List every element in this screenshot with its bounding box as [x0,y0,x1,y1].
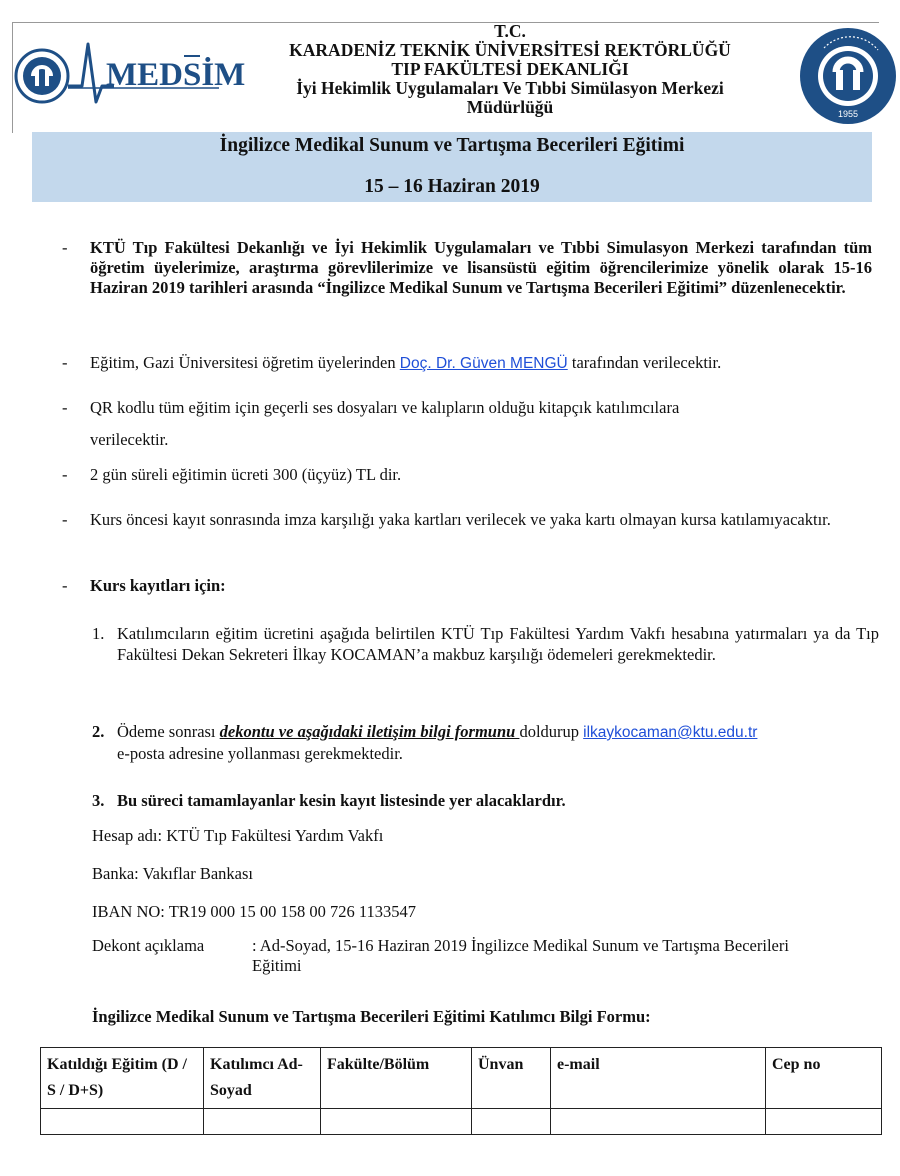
logo-text: MEDSİM [106,57,246,93]
bullet-dash: - [62,398,68,417]
column-header-faculty: Fakülte/Bölüm [321,1048,472,1109]
step-2-after: e-posta adresine yollanması gerekmektedir. [117,744,403,763]
svg-text:1955: 1955 [837,109,859,119]
bullet-dash: - [62,238,68,257]
input-cell-training[interactable] [41,1109,204,1135]
column-header-title: Ünvan [472,1048,551,1109]
bullet-dash: - [62,576,68,595]
input-cell-phone[interactable] [766,1109,882,1135]
dekont-label: Dekont açıklama [92,936,205,955]
course-date: 15 – 16 Haziran 2019 [364,176,540,197]
form-input-row [41,1109,882,1135]
ktu-university-seal [798,26,898,126]
medsim-logo [14,36,246,116]
form-title: İngilizce Medikal Sunum ve Tartışma Becerileri Eğitimi Katılımcı Bilgi Formu: [92,1007,651,1026]
bank-account-name: Hesap adı: KTÜ Tıp Fakültesi Yardım Vakfı [92,826,384,845]
header-institution-text [236,22,784,117]
bullet-registration-text: Kurs kayıtları için: [90,576,226,595]
email-link[interactable]: ilkaykocaman@ktu.edu.tr [583,724,758,741]
participant-info-form [40,1047,882,1135]
booklet-line-2: verilecektir. [90,430,169,449]
step-1-text: Katılımcıların eğitim ücretini aşağıda belirtilen KTÜ Tıp Fakültesi Yardım Vakfı hesabına yatırmaları ya da Tıp Fakültesi Dekan Sekreteri İlkay KOCAMAN’a makbuz karşılığı ödemeleri gerekmektedir. [117,624,879,664]
step-number: 3. [92,791,105,810]
column-header-email: e-mail [551,1048,766,1109]
booklet-line-1: QR kodlu tüm eğitim için geçerli ses dosyaları ve kalıpların olduğu kitapçık katılımcılara [90,398,680,417]
bullet-dash: - [62,353,68,372]
iban-number: IBAN NO: TR19 000 15 00 158 00 726 1133547 [92,902,417,921]
instructor-text-before: Eğitim, Gazi Üniversitesi öğretim üyelerinden [90,353,400,372]
bullet-dash: - [62,510,68,529]
header-line-tc: T.C. [494,21,526,41]
bullet-badge-text: Kurs öncesi kayıt sonrasında imza karşılığı yaka kartları verilecek ve yaka kartı olmayan kursa katılamıyacaktır. [90,510,831,529]
header-line-rectorate: KARADENİZ TEKNİK ÜNİVERSİTESİ REKTÖRLÜĞÜ [289,40,731,60]
form-header-row [41,1048,882,1109]
step-3-text: Bu süreci tamamlayanlar kesin kayıt listesinde yer alacaklardır. [117,791,566,810]
title-banner [32,132,872,202]
bullet-dash: - [62,465,68,484]
input-cell-title[interactable] [472,1109,551,1135]
header-line-directorate: Müdürlüğü [466,97,554,117]
input-cell-faculty[interactable] [321,1109,472,1135]
instructor-text-after: tarafından verilecektir. [567,353,722,372]
bullet-booklet-text [90,398,872,450]
input-cell-participant[interactable] [204,1109,321,1135]
step-2-mid: doldurup [519,722,584,741]
course-title: İngilizce Medikal Sunum ve Tartışma Becerileri Eğitimi [219,135,685,156]
column-header-participant: Katılımcı Ad-Soyad [204,1048,321,1109]
step-2-before: Ödeme sonrası [117,722,220,741]
step-number: 1. [92,624,105,643]
step-2-emphasis: dekontu ve aşağıdaki iletişim bilgi formunu [219,722,520,741]
input-cell-email[interactable] [551,1109,766,1135]
header-line-deanery: TIP FAKÜLTESİ DEKANLIĞI [391,59,629,79]
bullet-instructor-text [90,353,872,374]
bank-name: Banka: Vakıflar Bankası [92,864,253,883]
bullet-intro-text: KTÜ Tıp Fakültesi Dekanlığı ve İyi Hekimlik Uygulamaları ve Tıbbi Simulasyon Merkezi tarafından tüm öğretim üyelerimize, araştırma görevlilerimize ve lisansüstü eğitim öğrencilerimize yönelik olarak 15-16 Haziran 2019 tarihleri arasında “İngilizce Medikal Sunum ve Tartışma Becerileri Eğitimi” düzenlenecektir. [90,238,872,297]
step-number: 2. [92,722,105,741]
step-2-text [117,721,879,764]
instructor-link[interactable]: Doç. Dr. Güven MENGÜ [399,355,568,372]
bullet-fee-text: 2 gün süreli eğitimin ücreti 300 (üçyüz) TL dir. [90,465,402,484]
dekont-value: : Ad-Soyad, 15-16 Haziran 2019 İngilizce Medikal Sunum ve Tartışma Becerileri Eğitimi [252,936,789,975]
column-header-training: Katıldığı Eğitim (D / S / D+S) [41,1048,204,1109]
column-header-phone: Cep no [766,1048,882,1109]
header-line-center: İyi Hekimlik Uygulamaları Ve Tıbbi Simülasyon Merkezi [296,78,724,98]
